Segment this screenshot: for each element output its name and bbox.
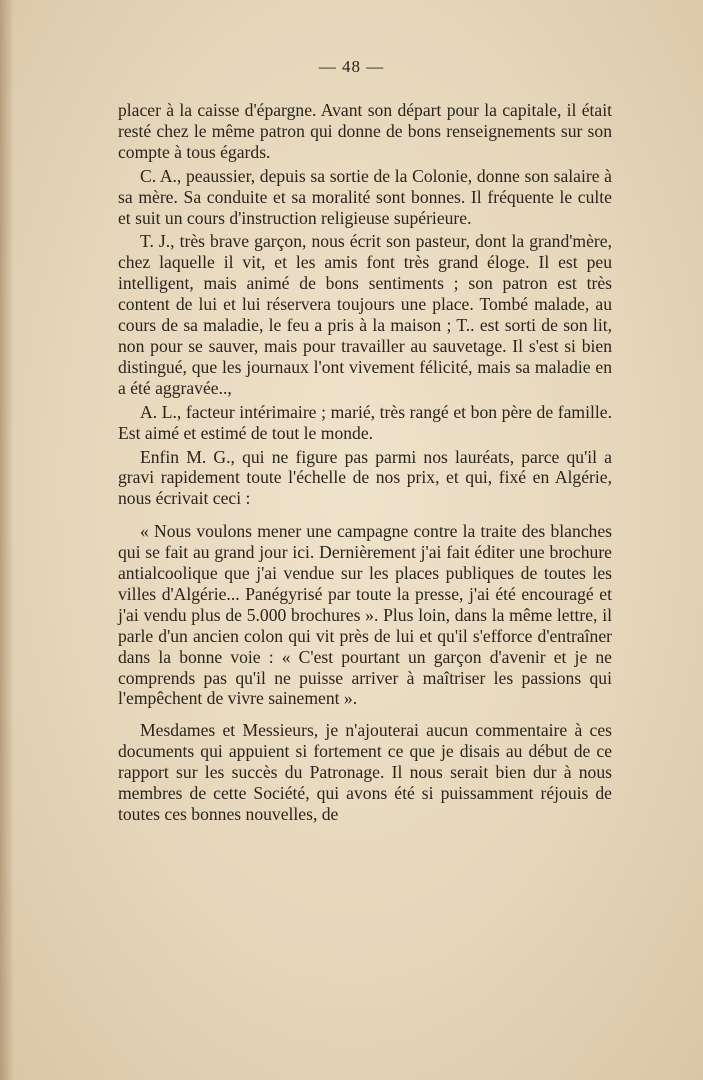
paragraph-m-g: Enfin M. G., qui ne figure pas parmi nos lauréats, parce qu'il a gravi rapidement toute l'échelle de nos prix, et qui, fixé en Algérie, nous écrivait ceci : xyxy=(118,446,612,509)
body-text xyxy=(118,100,612,825)
paragraph-quote: « Nous voulons mener une campagne contre la traite des blanches qui se fait au grand jour ici. Dernièrement j'ai fait éditer une brochure antialcoolique que j'ai vendue sur les places publiques de toutes les villes d'Algérie... Panégyrisé par toute la presse, j'ai été encouragé et j'ai vendu plus de 5.000 brochures ». Plus loin, dans la même lettre, il parle d'un ancien colon qui vit près de lui et qu'il s'efforce d'entraîner dans la bonne voie : « C'est pourtant un garçon d'avenir et je ne comprends pas qu'il ne puisse arriver à maîtriser les passions qui l'empêchent de vivre sainement ». xyxy=(118,521,612,709)
paragraph-continuation: placer à la caisse d'épargne. Avant son départ pour la capitale, il était resté chez le même patron qui donne de bons renseignements sur son compte à tous égards. xyxy=(118,100,612,162)
paragraph-closing: Mesdames et Messieurs, je n'ajouterai aucun commentaire à ces documents qui appuient si fortement ce que je disais au début de ce rapport sur les succès du Patronage. Il nous serait bien dur à nous membres de cette Société, qui avons été si puissamment réjouis de toutes ces bonnes nouvelles, de xyxy=(118,720,612,824)
page-number: — 48 — xyxy=(318,57,385,76)
paragraph-a-l: A. L., facteur intérimaire ; marié, très rangé et bon père de famille. Est aimé et estimé de tout le monde. xyxy=(118,401,612,443)
paragraph-c-a: C. A., peaussier, depuis sa sortie de la Colonie, donne son salaire à sa mère. Sa conduite et sa moralité sont bonnes. Il fréquente le culte et suit un cours d'instruction religieuse supérieure. xyxy=(118,165,612,228)
page-edge-shadow xyxy=(0,0,14,1080)
paragraph-t-j: T. J., très brave garçon, nous écrit son pasteur, dont la grand'mère, chez laquelle il vit, et les amis font très grand éloge. Il est peu intelligent, mais animé de bons sentiments ; son patron est très content de lui et lui réservera toujours une place. Tombé malade, au cours de sa maladie, le feu a pris à la maison ; T.. est sorti de son lit, non pour se sauver, mais pour travailler au sauvetage. Il s'est si bien distingué, que les journaux l'ont vivement félicité, mais sa maladie en a été aggravée.., xyxy=(118,231,612,398)
